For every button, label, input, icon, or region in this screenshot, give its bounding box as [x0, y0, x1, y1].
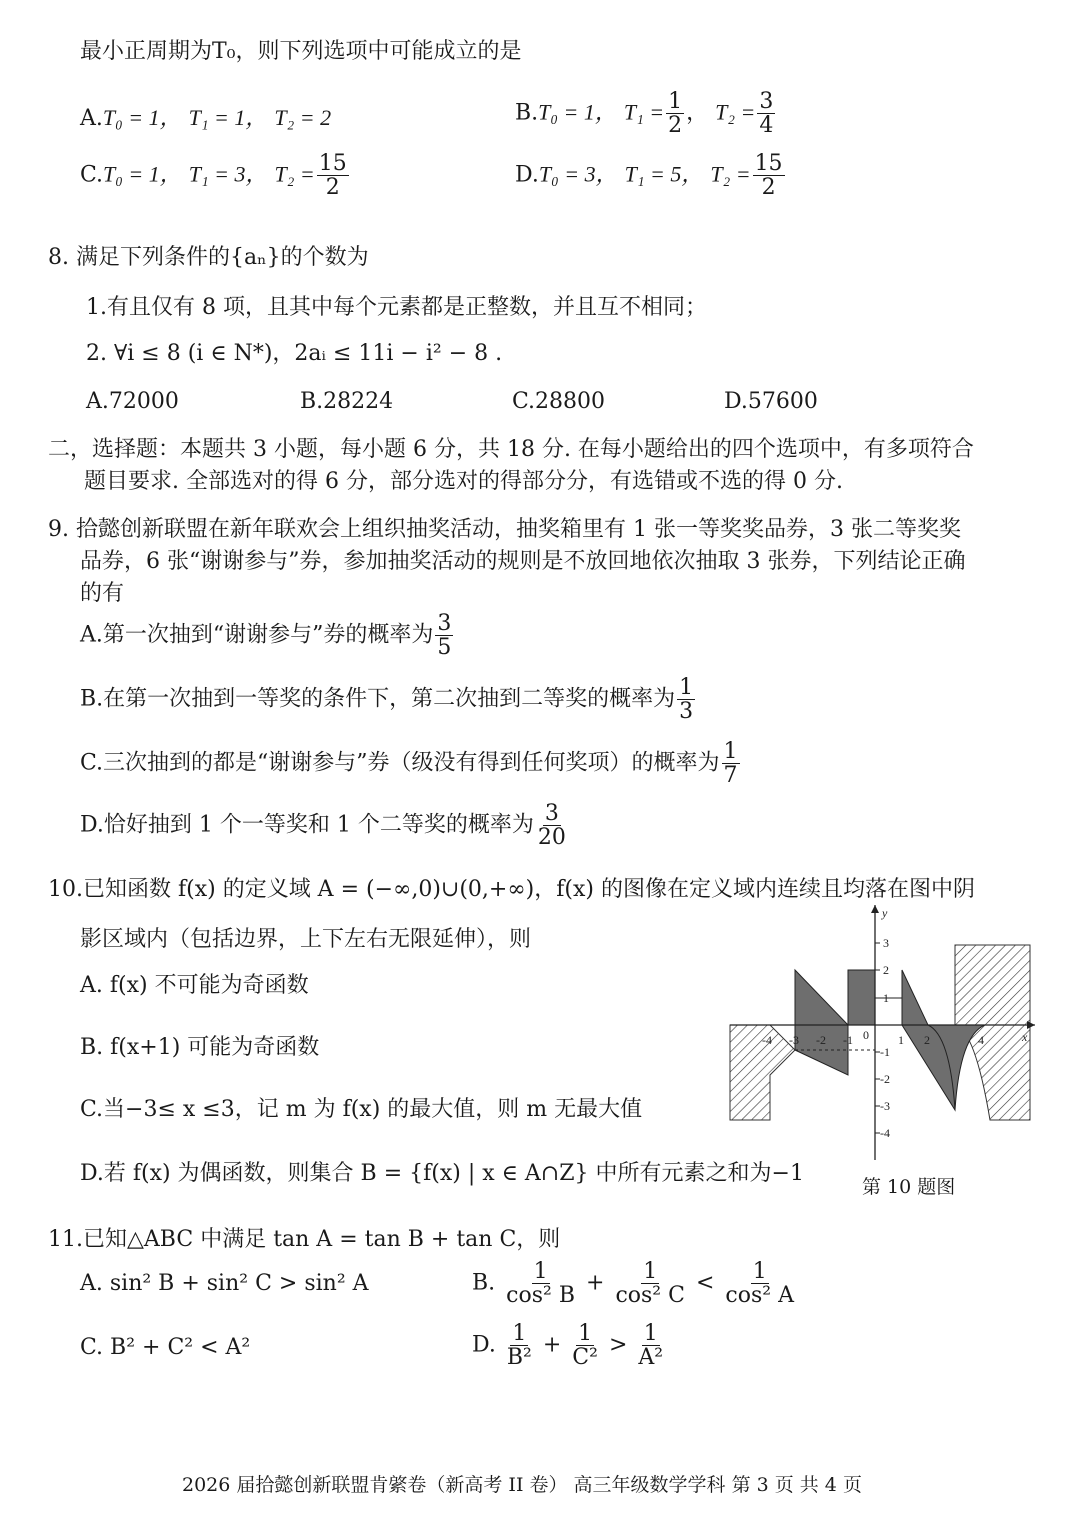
q10-figure-caption: 第 10 题图 — [862, 1176, 956, 1198]
x-tick-label: 2 — [924, 1033, 930, 1047]
q11-b-frac1: $\frac{1}{\text{cos² B}}$ — [506, 1259, 576, 1309]
q7-c-frac: $\frac{15}{2}$ — [318, 151, 347, 201]
q9-line2: 品券，6 张“谢谢参与”券，参加抽奖活动的规则是不放回地依次抽取 3 张券，下列结论正确 — [80, 549, 966, 574]
y-tick-label: -2 — [880, 1072, 890, 1086]
y-tick-label: 2 — [883, 963, 889, 977]
q11-b-frac2: $\frac{1}{\text{cos² C}}$ — [615, 1259, 685, 1309]
axis-x-label: x — [1022, 1030, 1028, 1044]
q8-option-a: A.72000 — [86, 389, 179, 414]
q7-option-d: D.T₀ = 3， T₁ = 5， T₂ = $\frac{15}{2}$ — [515, 151, 783, 201]
q9-line3: 的有 — [80, 581, 125, 606]
x-tick-label: -3 — [789, 1033, 799, 1047]
q9-option-b: B.在第一次抽到一等奖的条件下，第二次抽到二等奖的概率为 $\frac{1}{3}$ — [80, 675, 694, 725]
x-tick-label: -4 — [762, 1033, 772, 1047]
q9-option-c: C.三次抽到的都是“谢谢参与”券（级没有得到任何奖项）的概率为 $\frac{1}{7}$ — [80, 739, 738, 789]
x-tick-label: 4 — [978, 1033, 984, 1047]
q11-d-frac2: $\frac{1}{\text{C²}}$ — [572, 1321, 598, 1371]
q8-option-b: B.28224 — [300, 389, 394, 414]
q9-b-frac: $\frac{1}{3}$ — [679, 675, 694, 725]
q9-option-a: A.第一次抽到“谢谢参与”券的概率为 $\frac{3}{5}$ — [80, 611, 452, 661]
axis-y-label: y — [882, 906, 888, 920]
q9-d-frac: $\frac{3}{20}$ — [537, 801, 566, 851]
q11-option-b: B. $\frac{1}{\text{cos² B}}$ + $\frac{1}{\text{cos² C}}$ < $\frac{1}{\text{cos² A}}$ — [472, 1259, 794, 1309]
section2-header-line2: 题目要求. 全部选对的得 6 分，部分选对的得部分分，有选错或不选的得 0 分. — [84, 469, 843, 494]
y-axis-arrow — [871, 905, 879, 913]
q9-c-frac: $\frac{1}{7}$ — [723, 739, 738, 789]
q10-option-b: B. f(x+1) 可能为奇函数 — [80, 1035, 320, 1060]
q8-condition-1: 1.有且仅有 8 项，且其中每个元素都是正整数，并且互不相同； — [86, 295, 707, 320]
y-tick-label: 3 — [883, 936, 889, 950]
q8-option-d: D.57600 — [724, 389, 818, 414]
origin-label: 0 — [863, 1028, 869, 1042]
x-tick-label: -1 — [843, 1033, 853, 1047]
q10-option-a: A. f(x) 不可能为奇函数 — [80, 973, 309, 998]
q9-option-d: D.恰好抽到 1 个一等奖和 1 个二等奖的概率为 $\frac{3}{20}$ — [80, 801, 566, 851]
x-tick-label: -2 — [816, 1033, 826, 1047]
q10-option-d: D.若 f(x) 为偶函数，则集合 B = {f(x) | x ∈ A∩Z} 中所有元素之和为−1 — [80, 1161, 804, 1186]
q9-line1: 9. 拾懿创新联盟在新年联欢会上组织抽奖活动，抽奖箱里有 1 张一等奖奖品券，3 张二等奖奖 — [48, 517, 961, 542]
q7-stem: 最小正周期为T₀，则下列选项中可能成立的是 — [80, 39, 522, 64]
x-axis-arrow — [1027, 1021, 1035, 1029]
q7-d-frac: $\frac{15}{2}$ — [754, 151, 783, 201]
q7-option-c: C.T₀ = 1， T₁ = 3， T₂ = $\frac{15}{2}$ — [80, 151, 347, 201]
q11-b-frac3: $\frac{1}{\text{cos² A}}$ — [725, 1259, 794, 1309]
q7-b-frac1: $\frac{1}{2}$ — [668, 89, 683, 139]
y-tick-label: -4 — [880, 1126, 890, 1140]
q8-option-c: C.28800 — [512, 389, 606, 414]
q7-option-b: B.T₀ = 1， T₁ = $\frac{1}{2}$ ， T₂ = $\frac{3}{4}$ — [515, 89, 774, 139]
q11-d-frac3: $\frac{1}{\text{A²}}$ — [638, 1321, 664, 1371]
y-tick-label: -1 — [880, 1045, 890, 1059]
q7-b-frac2: $\frac{3}{4}$ — [759, 89, 774, 139]
x-tick-label: 1 — [898, 1033, 904, 1047]
q7-option-a: A.T₀ = 1， T₁ = 1， T₂ = 2 — [80, 105, 332, 131]
y-tick-label: 1 — [883, 991, 889, 1005]
q10-line1: 10.已知函数 f(x) 的定义域 A = (−∞,0)∪(0,+∞)，f(x) 的图像在定义域内连续且均落在图中阴 — [48, 877, 975, 902]
q11-stem: 11.已知△ABC 中满足 tan A = tan B + tan C，则 — [48, 1227, 561, 1252]
q11-option-d: D. $\frac{1}{\text{B²}}$ + $\frac{1}{\text{C²}}$ > $\frac{1}{\text{A²}}$ — [472, 1321, 664, 1371]
q11-option-a: A. sin² B + sin² C > sin² A — [80, 1271, 369, 1296]
shaded-region-left — [795, 970, 848, 1075]
section2-header-line1: 二，选择题：本题共 3 小题，每小题 6 分，共 18 分. 在每小题给出的四个选项中，有多项符合 — [48, 437, 974, 462]
q10-line2: 影区域内（包括边界，上下左右无限延伸），则 — [80, 927, 532, 952]
q11-option-c: C. B² + C² < A² — [80, 1335, 251, 1360]
q8-stem: 8. 满足下列条件的{aₙ}的个数为 — [48, 245, 369, 270]
q8-condition-2: 2. ∀i ≤ 8 (i ∈ N*)，2aᵢ ≤ 11i − i² − 8 . — [86, 341, 503, 366]
y-tick-label: -3 — [880, 1099, 890, 1113]
q11-d-frac1: $\frac{1}{\text{B²}}$ — [506, 1321, 532, 1371]
q9-a-frac: $\frac{3}{5}$ — [437, 611, 452, 661]
q10-option-c: C.当−3≤ x ≤3，记 m 为 f(x) 的最大值，则 m 无最大值 — [80, 1097, 643, 1122]
q10-figure — [725, 900, 1045, 1160]
page-footer: 2026 届拾懿创新联盟肯綮卷（新高考 II 卷） 高三年级数学学科 第 3 页 共 4 页 — [182, 1474, 862, 1496]
